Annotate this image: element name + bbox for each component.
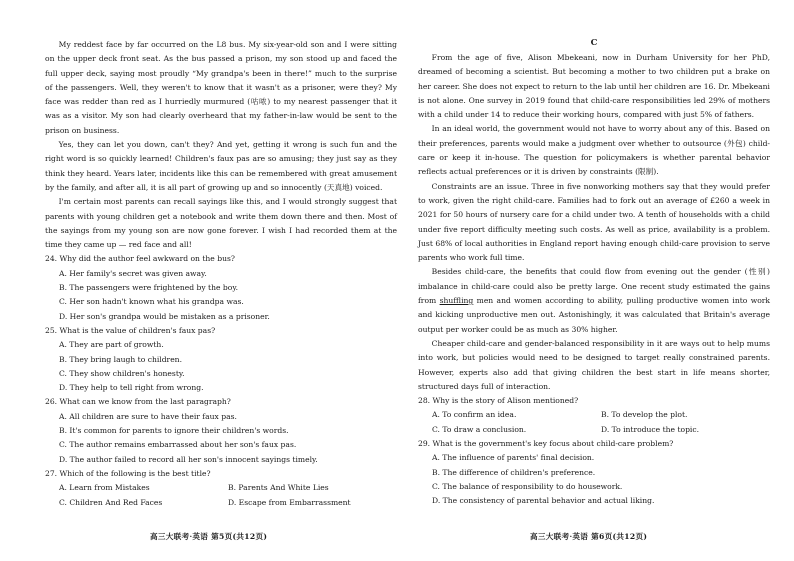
passage-c-paragraph-2: In an ideal world, the government would not have to worry about any of this. Based on their preferences, parents would make a judgment over whether to outsource (外包) child-care or keep it in-house. The question for policymakers is whether parental behavior reflects actual preferences or it is driven by constraints (限制). (418, 124, 770, 177)
question-25-option-c: C. They show children's honesty. (59, 368, 185, 378)
question-26-stem: 26. What can we know from the last paragraph? (45, 397, 231, 407)
question-24-option-a: A. Her family's secret was given away. (59, 268, 207, 278)
section-title: C (590, 38, 598, 48)
question-26-option-d: D. The author failed to record all her son's innocent sayings timely. (59, 454, 318, 464)
question-25-stem: 25. What is the value of children's faux pas? (45, 325, 216, 335)
passage-c-paragraph-1: From the age of five, Alison Mbekeani, now in Durham University for her PhD, dreamed of becoming a scientist. But becoming a mother to two children put a brake on her career. She does not expect to return to the lab until her children are 16. Dr. Mbekeani is not alone. One survey in 2019 found that child-care responsibilities led 29% of mothers with a child under 14 to reduce their working hours, compared with just 5% of fathers. (418, 53, 770, 120)
question-25-option-d: D. They help to tell right from wrong. (59, 383, 204, 393)
question-28-stem: 28. Why is the story of Alison mentioned? (418, 396, 579, 406)
question-25-option-a: A. They are part of growth. (59, 340, 164, 350)
question-27-options-row-1 (45, 481, 397, 495)
question-26-option-a: A. All children are sure to have their faux pas. (59, 411, 237, 421)
question-26-option-b: B. It's common for parents to ignore their children's words. (59, 426, 289, 436)
question-29-option-c: C. The balance of responsibility to do housework. (432, 481, 623, 491)
question-28-option-c: C. To draw a conclusion. (432, 424, 527, 434)
question-28-option-b: B. To develop the plot. (601, 410, 688, 420)
underlined-word-shuffling: shuffling (439, 296, 474, 306)
question-27-options-row-2 (45, 496, 397, 510)
paragraph-4-text-after: men and women according to ability, pulling productive women into work and kicking unproductive men out. Astonishingly, it was calculated that Britain's average output per worker could be as much as 30% higher. (418, 296, 770, 334)
question-28-options-row-1 (418, 408, 770, 422)
question-28-option-a: A. To confirm an idea. (432, 410, 517, 420)
right-page (418, 37, 770, 509)
left-page (45, 38, 397, 510)
question-27-option-d: D. Escape from Embarrassment (228, 497, 351, 507)
question-29-option-a: A. The influence of parents' final decision. (432, 453, 595, 463)
question-27-option-a: A. Learn from Mistakes (59, 483, 150, 493)
question-29-option-d: D. The consistency of parental behavior and actual liking. (432, 496, 655, 506)
question-24-option-b: B. The passengers were frightened by the boy. (59, 283, 239, 293)
passage-paragraph-3: I'm certain most parents can recall sayings like this, and I would strongly suggest that parents with young children get a notebook and write them down there and then. Most of the sayings from my young son are now gone forever. I wish I had recorded them at the time they came up — red face and all! (45, 197, 397, 250)
passage-paragraph-1: My reddest face by far occurred on the L8 bus. My six-year-old son and I were sitting on the upper deck front seat. As the bus passed a prison, my son stood up and faced the full upper deck, saying most proudly “My grandpa's been in there!” much to the surprise of the passengers. Well, they weren't to know that it wasn't as a prisoner, were they? My face was redder than red as I hurriedly murmured (咕哝) to my nearest passenger that it was as a visitor. My son had clearly overheard that my father-in-law would be sent to the prison on business. (45, 40, 397, 135)
passage-c-paragraph-3: Constraints are an issue. Three in five nonworking mothers say that they would prefer to work, given the right child-care. Families had to fork out an average of £260 a week in 2021 for 50 hours of nursery care for a child under two. A tenth of households with a child under five report difficulty meeting such costs. As well as price, availability is a problem. Just 68% of local authorities in England report having enough child-care provision to serve parents who work full time. (418, 181, 770, 263)
page-footer-left: 高三大联考·英语 第5页(共12页) (150, 532, 268, 541)
question-24-stem: 24. Why did the author feel awkward on the bus? (45, 254, 235, 264)
question-24-option-d: D. Her son's grandpa would be mistaken as a prisoner. (59, 311, 270, 321)
question-27-stem: 27. Which of the following is the best title? (45, 468, 211, 478)
question-25-option-b: B. They bring laugh to children. (59, 354, 182, 364)
passage-c-paragraph-5: Cheaper child-care and gender-balanced responsibility in it are ways out to help mums into work, but policies would need to be designed to target really constrained parents. However, experts also add that giving children the best start in life means shorter, structured days full of interaction. (418, 338, 770, 391)
question-29-stem: 29. What is the government's key focus about child-care problem? (418, 439, 674, 449)
question-26-option-c: C. The author remains embarrassed about her son's faux pas. (59, 440, 297, 450)
passage-c-paragraph-4 (418, 265, 770, 336)
question-28-option-d: D. To introduce the topic. (601, 424, 700, 434)
paragraph-4-text-before: Besides child-care, the benefits that could flow from evening out the gender (性别) imbalance in child-care could also be pretty large. One recent study estimated the gains from (418, 267, 770, 306)
question-29-option-b: B. The difference of children's preference. (432, 467, 596, 477)
question-27-option-c: C. Children And Red Faces (59, 497, 163, 507)
question-24-option-c: C. Her son hadn't known what his grandpa was. (59, 297, 244, 307)
question-28-options-row-2 (418, 423, 770, 437)
passage-paragraph-2: Yes, they can let you down, can't they? And yet, getting it wrong is such fun and the right word is so quickly learned! Children's faux pas are so amusing; they just say as they think they heard. Years later, incidents like this can be remembered with great amusement by the family, and after all, it is all part of growing up and so innocently (天真地) voiced. (45, 140, 397, 192)
page-footer-right: 高三大联考·英语 第6页(共12页) (530, 532, 648, 541)
question-27-option-b: B. Parents And White Lies (228, 483, 329, 493)
